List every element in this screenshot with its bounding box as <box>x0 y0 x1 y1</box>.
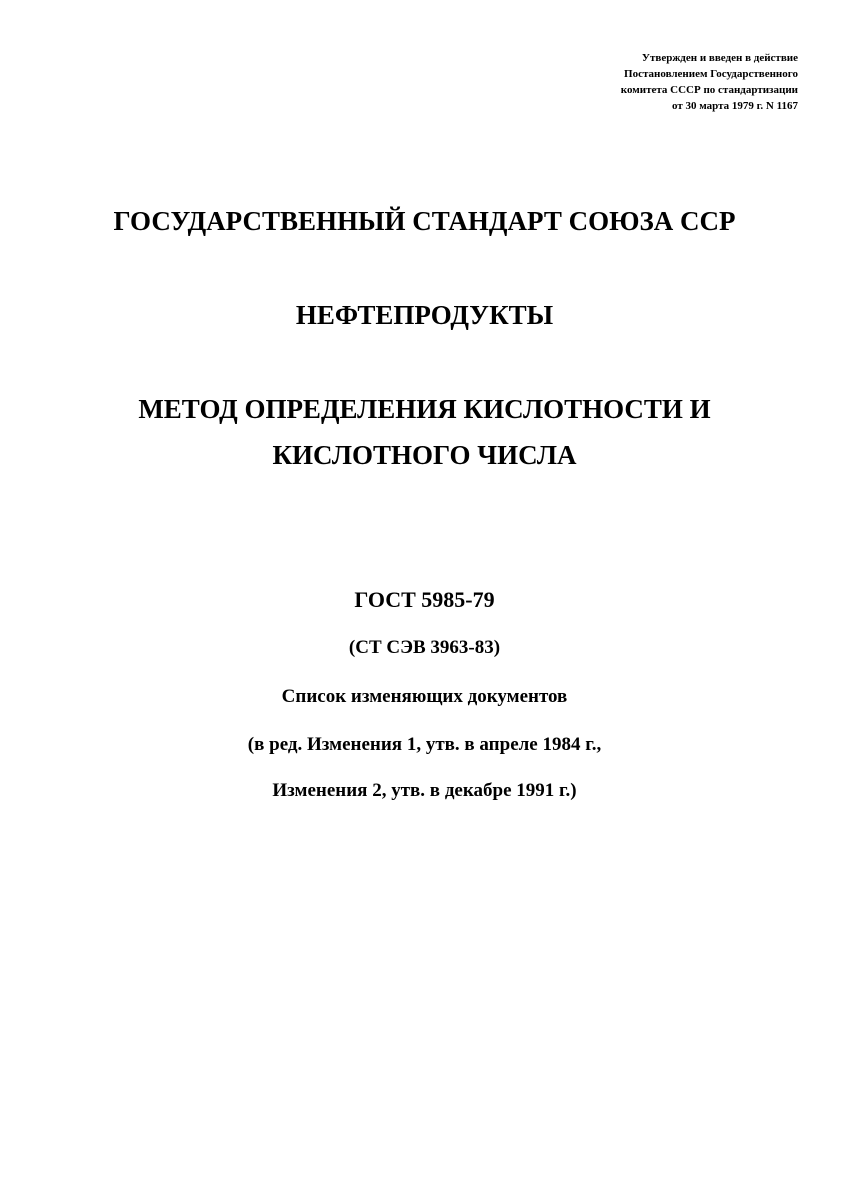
approval-line: комитета СССР по стандартизации <box>620 84 798 96</box>
title-line-2: КИСЛОТНОГО ЧИСЛА <box>272 440 577 470</box>
gost-number: ГОСТ 5985-79 <box>354 587 495 612</box>
subject-heading: НЕФТЕПРОДУКТЫ <box>295 300 554 330</box>
standard-type-heading: ГОСУДАРСТВЕННЫЙ СТАНДАРТ СОЮЗА ССР <box>113 206 736 236</box>
approval-line: от 30 марта 1979 г. N 1167 <box>671 100 798 112</box>
approval-block <box>621 50 798 114</box>
amendment-line-2: Изменения 2, утв. в декабре 1991 г.) <box>272 780 577 801</box>
amendments-heading: Список изменяющих документов <box>281 686 568 707</box>
title-line-1: МЕТОД ОПРЕДЕЛЕНИЯ КИСЛОТНОСТИ И <box>138 394 711 424</box>
amendment-line-1: (в ред. Изменения 1, утв. в апреле 1984 г., <box>247 734 602 755</box>
approval-line: Утвержден и введен в действие <box>641 52 798 64</box>
approval-line: Постановлением Государственного <box>624 68 798 80</box>
st-sev-number: (СТ СЭВ 3963-83) <box>348 637 501 658</box>
